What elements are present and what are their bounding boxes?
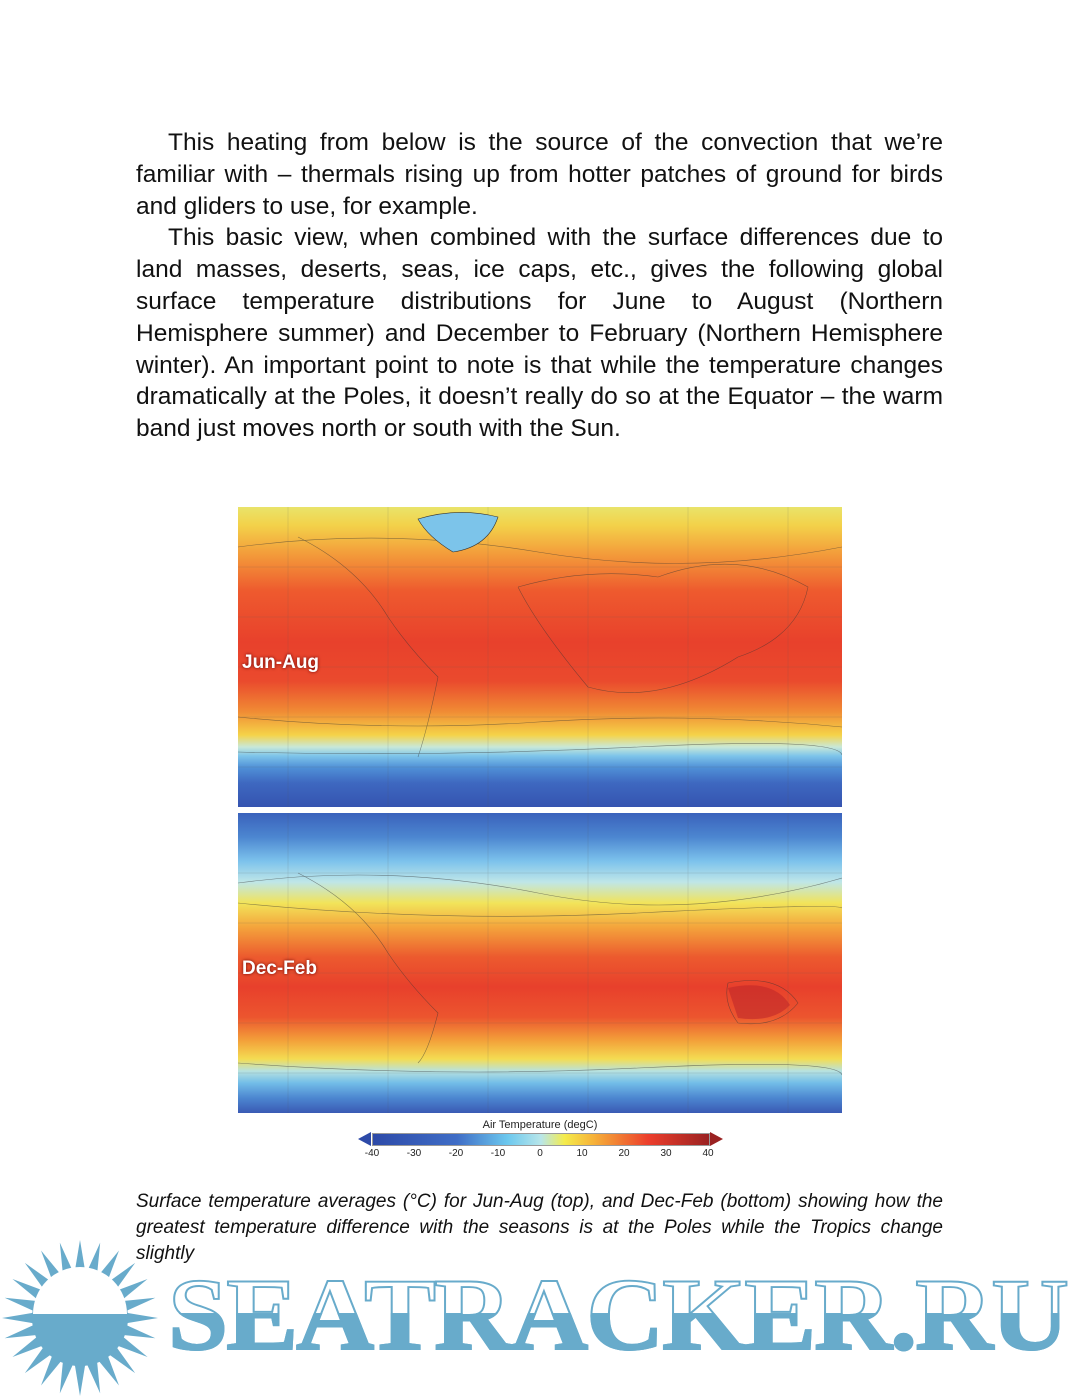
colorbar-tick: 0 <box>537 1148 543 1159</box>
figure-caption: Surface temperature averages (°C) for Jun-Aug (top), and Dec-Feb (bottom) showing how the greatest temperature difference with the seasons is at the Poles while the Tropics change slightly <box>136 1191 943 1264</box>
sun-ray <box>124 1312 158 1323</box>
colorbar-tick: 20 <box>618 1148 630 1159</box>
colorbar-tick: -30 <box>406 1148 422 1159</box>
colorbar-tick: 40 <box>702 1148 714 1159</box>
map-contours <box>238 507 842 807</box>
colorbar-tick: 30 <box>660 1148 672 1159</box>
sun-ray <box>2 1312 36 1323</box>
colorbar-title: Air Temperature (degC) <box>482 1119 598 1131</box>
sun-logo-icon <box>0 1238 160 1398</box>
colorbar-tick: -40 <box>364 1148 380 1159</box>
map-jun-aug <box>238 507 842 807</box>
map-contours <box>238 813 842 1113</box>
map-label-dec-feb: Dec-Feb <box>242 958 317 979</box>
colorbar-arrow-left-icon <box>358 1132 371 1146</box>
colorbar-tick: 10 <box>576 1148 588 1159</box>
paragraph: This basic view, when combined with the surface differences due to land masses, deserts, seas, ice caps, etc., gives the following global surface temperature distributions for June to August (Northern Hemisphere summer) and December to February (Northern Hemisphere winter). An important point to note is that while the temperature changes dramatically at the Poles, it doesn’t really do so at the Equator – the warm band just moves north or south with the Sun. <box>136 224 943 443</box>
map-dec-feb <box>238 813 842 1113</box>
body-text <box>136 127 943 445</box>
sun-ray <box>74 1362 85 1396</box>
map-label-jun-aug: Jun-Aug <box>242 652 320 673</box>
paragraph: This heating from below is the source of the convection that we’re familiar with – thermals rising up from hotter patches of ground for birds and gliders to use, for example. <box>136 129 943 220</box>
watermark-text: SEATRACKER.RU <box>168 1259 1068 1373</box>
colorbar-arrow-right-icon <box>710 1132 723 1146</box>
colorbar-tick: -20 <box>448 1148 464 1159</box>
colorbar <box>372 1133 710 1146</box>
colorbar-tick: -10 <box>490 1148 506 1159</box>
